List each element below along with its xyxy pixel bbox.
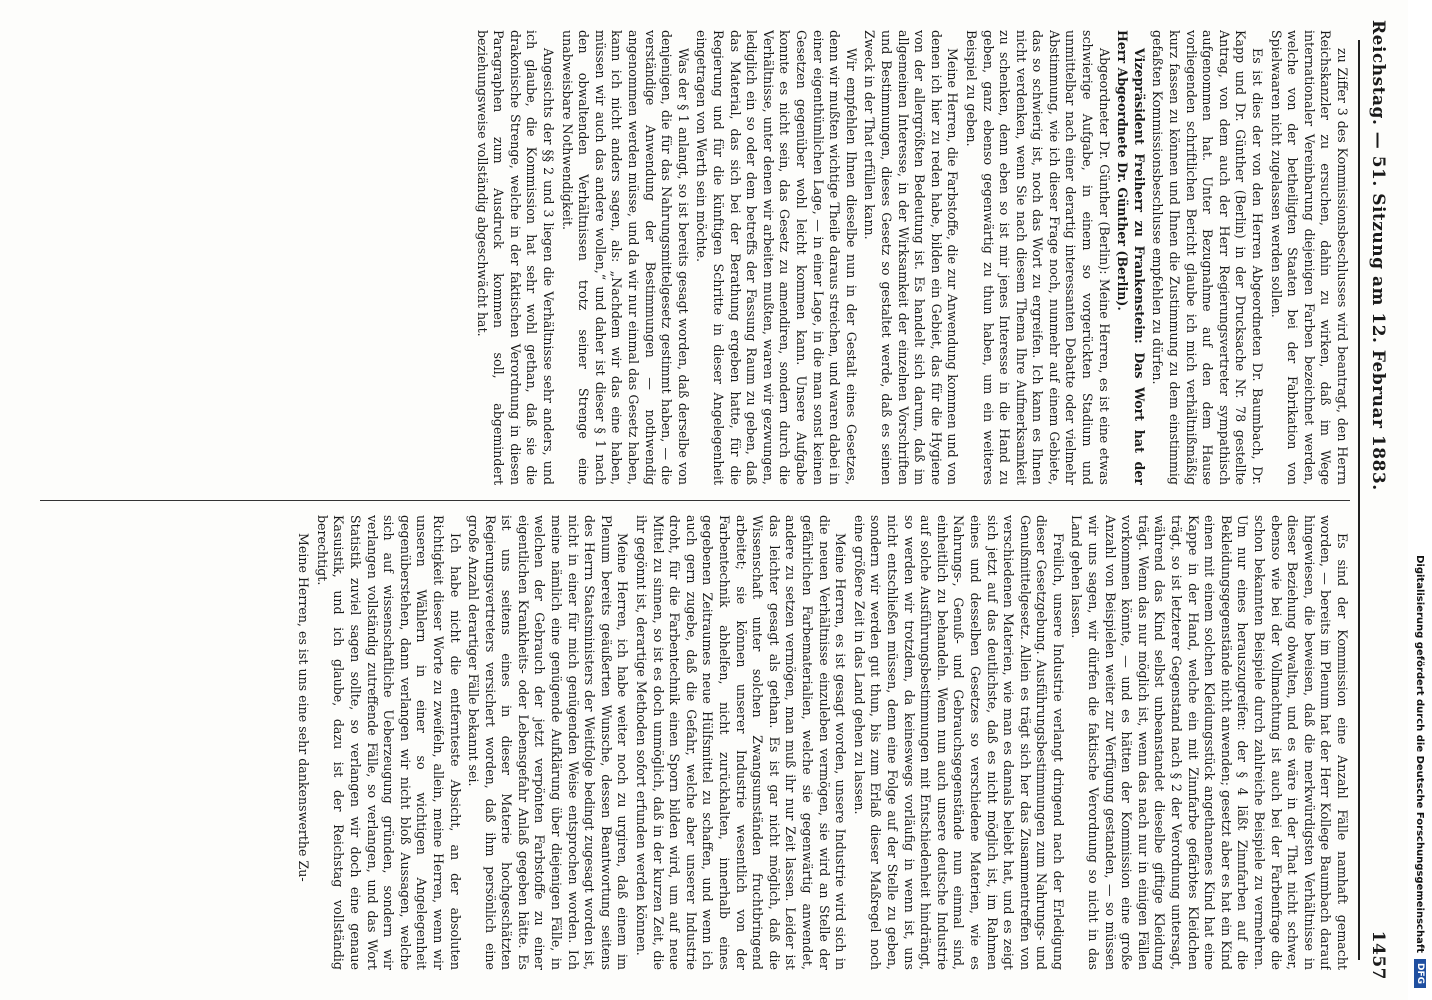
- paragraph: Es ist dies der von den Herren Abgeordneten Dr. Baumbach, Dr. Kapp und Dr. Günther (Berlin) in der Drucksache Nr. 78 gestellte Antrag, von dem auch der Herr Regierungsvertreter sympathisch aufgenommen hat. Unter Bezugnahme auf den dem Hause vorliegenden schriftlichen Bericht glaube ich mich verhältnißmäßig kurz fassen zu können und Ihnen die Zustimmung zu dem einstimmig gefaßten Kommissionsbeschlusse empfehlen zu dürfen.: [1150, 30, 1266, 485]
- right-column: [30, 515, 1350, 970]
- paragraph: Abgeordneter Dr. Günther (Berlin): Meine Herren, es ist eine etwas schwierige Aufgabe, in einem so vorgerückten Stadium und unmittelbar nach einer derartig interessanten Debatte oder vielmehr Abstimmung, wie ich dieser Frage noch, nunmehr auf einem Gebiete, das so schwierig ist, noch das Wort zu ergreifen. Ich kann es Ihnen nicht verdenken, wenn Sie nach diesem Thema Ihre Aufmerksamkeit zu schenken, denn eben so ist mir jenes Interesse in die Hand zu geben, ganz ebenso gegenwärtig zu thun haben, um ein weiteres Beispiel zu geben.: [963, 30, 1112, 485]
- paragraph: Wir empfehlen Ihnen dieselbe nun in der Gestalt eines Gesetzes, denn wir mußten wichtige Theile daraus streichen, und waren dabei in einer eigenthümlichen Lage, — in einer Lage, in die man sonst keinen Gesetzen gegenüber wohl leicht kommen kann. Unsere Aufgabe konnte es nicht sein, das Gesetz zu amendiren, sondern durch die Verhältnisse, unter denen wir arbeiten mußten, waren wir gezwungen, lediglich ein so oder dem betreffs der Fassung Raum zu geben, daß das Material, das sich bei der Berathung ergeben hatte, für die Regierung und für die künftigen Schritte in dieser Angelegenheit eingetragen von Werth sein möchte.: [694, 30, 859, 485]
- dfg-logo: DFG: [1414, 959, 1426, 988]
- digitization-strip: [1408, 0, 1432, 1000]
- paragraph: Meine Herren, die Farbstoffe, die zur Anwendung kommen und von denen ich hier zu reden habe, bilden ein Gebiet, das für die Hygiene von der allergrößten Bedeutung ist. Es handelt sich darum, daß im allgemeinen Interesse, in der Wirksamkeit der einzelnen Vorschriften und Bestimmungen, dieses Gesetz so gestaltet werde, daß es seinen Zweck in der That erfüllen kann.: [862, 30, 961, 485]
- paragraph: Meine Herren, ich habe weiter noch zu urgiren, daß einem im Plenum bereits geäußerten Wunsche, dessen Beantwortung seitens des Herrn Staatsministers der Weitfolge bedingt zugesagt worden ist, nicht in einer für mich genügenden Weise entsprochen worden. Ich meine nämlich eine genügende Aufklärung über diejenigen Fälle, in welchen der Gebrauch der jetzt verpönten Farbstoffe zu einer eigentlichen Krankheits- oder Lebensgefahr Anlaß gegeben hätte. Es ist uns seitens eines in dieser Materie hochgeschätzten Regierungsvertreters versichert worden, daß ihm persönlich eine große Anzahl derartiger Fälle bekannt sei.: [466, 515, 631, 970]
- header-rule: [1358, 40, 1360, 960]
- page-number: 1457: [1368, 930, 1388, 980]
- paragraph: Ich habe nicht die entfernteste Absicht, an der absoluten Richtigkeit dieser Worte zu zweifeln, allein, meine Herren, wenn wir unseren Wählern in einer so wichtigen Angelegenheit gegenüberstehen, dann verlangen wir nicht bloß Aussagen, welche sich auf wissenschaftliche Ueberzeugung gründen, sondern wir verlangen vollständig zutreffende Fälle, so verlangen, und das Wort Statistik zuviel sagen sollte, so verlangen wir doch eine genaue Kasuistik, und ich glaube, dazu ist der Reichstag vollständig berechtigt.: [314, 515, 463, 970]
- column-divider: [40, 500, 1350, 501]
- paragraph: Meine Herren, es ist gesagt worden, unsere Industrie wird sich in die neuen Verhältnisse einzuleben vermögen, sie wird an Stelle der gefährlichen Farbematerialien, welche sie gegenwärtig anwendet, andere zu setzen vermögen, man muß ihr nur Zeit lassen. Leider ist das leichter gesagt als gethan. Es ist gar nicht möglich, daß die Wissenschaft unter solchen Zwangsumständen fruchtbringend arbeitet; sie können unserer Industrie wesentlich von der Farbentechnik abhelfen, nicht zurückhalten, innerhalb eines gegebenen Zeitraumes neue Hülfsmittel zu schaffen, und wenn ich auch gern zugebe, daß die Gefahr, welche aber unserer Industrie droht, für die Farbentechnik einen Sporn bilden wird, um auf neue Mittel zu sinnen, so ist es doch unmöglich, daß in der kurzen Zeit, die ihr gegönnt ist, derartige Methoden sofort erfunden werden können.: [634, 515, 849, 970]
- speaker-paragraph: Vizepräsident Freiherr zu Frankenstein: Das Wort hat der Herr Abgeordnete Dr. Günther (Berlin).: [1115, 30, 1147, 485]
- left-column: [30, 30, 1350, 485]
- digitization-note: Digitalisierung gefördert durch die Deutsche Forschungsgemeinschaft: [1414, 555, 1426, 953]
- paragraph: Was der § 1 anlangt, so ist bereits gesagt worden, daß derselbe von denjenigen, die für das Nahrungsmittelgesetz gestimmt haben, — die verständige Anwendung der Bestimmungen — nothwendig angenommen werden müsse, und da wir nur einmal das Gesetz haben, kann ich nicht anders sagen, als: „Nachdem wir das eine haben, müssen wir auch das andere wollen,“ und daher ist dieser § 1 nach den obwaltenden Verhältnissen trotz seiner Strenge eine unabweisbare Nothwendigkeit.: [559, 30, 691, 485]
- paragraph: Es sind der Kommission eine Anzahl Fälle namhaft gemacht worden, — bereits im Plenum hat der Herr Kollege Baumbach darauf hingewiesen, die beweisen, daß die merkwürdigsten Verhältnisse in dieser Beziehung obwalten, und es wäre in der That nicht schwer, ebenso wie bei der Vollmachtung ist auch bei der Farbenfrage die schon bekannten Beispiele durch zahlreiche Beispiele zu vermehren. Um nur eines herauszugreifen: der § 4 läßt Zinnfarben auf die Bekleidungsgegenstände nicht anwenden; gesetzt aber es hat ein Kind einen mit einem solchen Kleidungsstück angethanenes Kind hat eine Kappe in der Hand, welche ein mit Zinnfarbe gefärbtes Kleidchen trägt, so ist letzterer Gegenstand nach § 2 der Verordnung untersagt, während das Kind selbst unbeanstandet dieselbe giftige Kleidung trägt. Wenn das nur möglich ist, wenn das nach nur in einigen Fällen vorkommen könnte, — und es hätten der Kommission eine große Anzahl von Beispielen weiter zur Verfügung gestanden, — so müssen wir uns sagen, wir dürfen die faktische Verordnung so nicht in das Land gehen lassen.: [1069, 515, 1350, 970]
- paragraph: Meine Herren, es ist uns eine sehr dankenswerthe Zu-: [296, 533, 312, 882]
- page-header: [1364, 20, 1392, 980]
- paragraph: Freilich, unsere Industrie verlangt dringend nach der Erledigung dieser Gesetzgebung. Ausführungsbestimmungen zum Nahrungs- und Genußmittelgesetz. Allein es trägt sich her das Zusammentreffen von verschiedenen Materien, wie man es damals beliebt hat, und es zeigt sich jetzt auf das deutlichste, daß es nicht möglich ist, im Rahmen eines und desselben Gesetzes so verschiedene Materien, wie es Nahrungs-, Genuß- und Gebrauchsgegenstände nun einmal sind, einheitlich zu behandeln. Wenn nun auch unsere deutsche Industrie auf solche Ausführungsbestimmungen mit Entschiedenheit hindrängt, so werden wir trotzdem, da keineswegs vorläufig in wenn ist, uns nicht entschließen müssen, denn eine Folge auf der Stelle zu geben, sondern wir werden gut thun, bis zum Erlaß dieser Maßregel noch eine größere Zeit in das Land gehen zu lassen.: [851, 515, 1066, 970]
- paragraph: Angesichts der §§ 2 und 3 liegen die Verhältnisse sehr anders, und ich glaube, die Kommission hat sehr wohl gethan, daß sie die drakonische Strenge, welche in der faktischen Verordnung in diesen Paragraphen zum Ausdruck kommen soll, abgemindert beziehungsweise vollständig abgeschwächt hat.: [474, 30, 557, 485]
- paragraph: zu Ziffer 3 des Kommissionsbeschlusses wird beantragt, den Herrn Reichskanzler zu ersuchen, dahin zu wirken, daß im Wege internationaler Vereinbarung diejenigen Farben bezeichnet werden, welche von der betheiligten Staaten bei der Fabrikation von Spielwaaren nicht zugelassen werden sollen.: [1268, 30, 1350, 485]
- header-title: Reichstag. — 51. Sitzung am 12. Februar 1883.: [1368, 20, 1388, 491]
- digitization-credit: [1408, 0, 1432, 1000]
